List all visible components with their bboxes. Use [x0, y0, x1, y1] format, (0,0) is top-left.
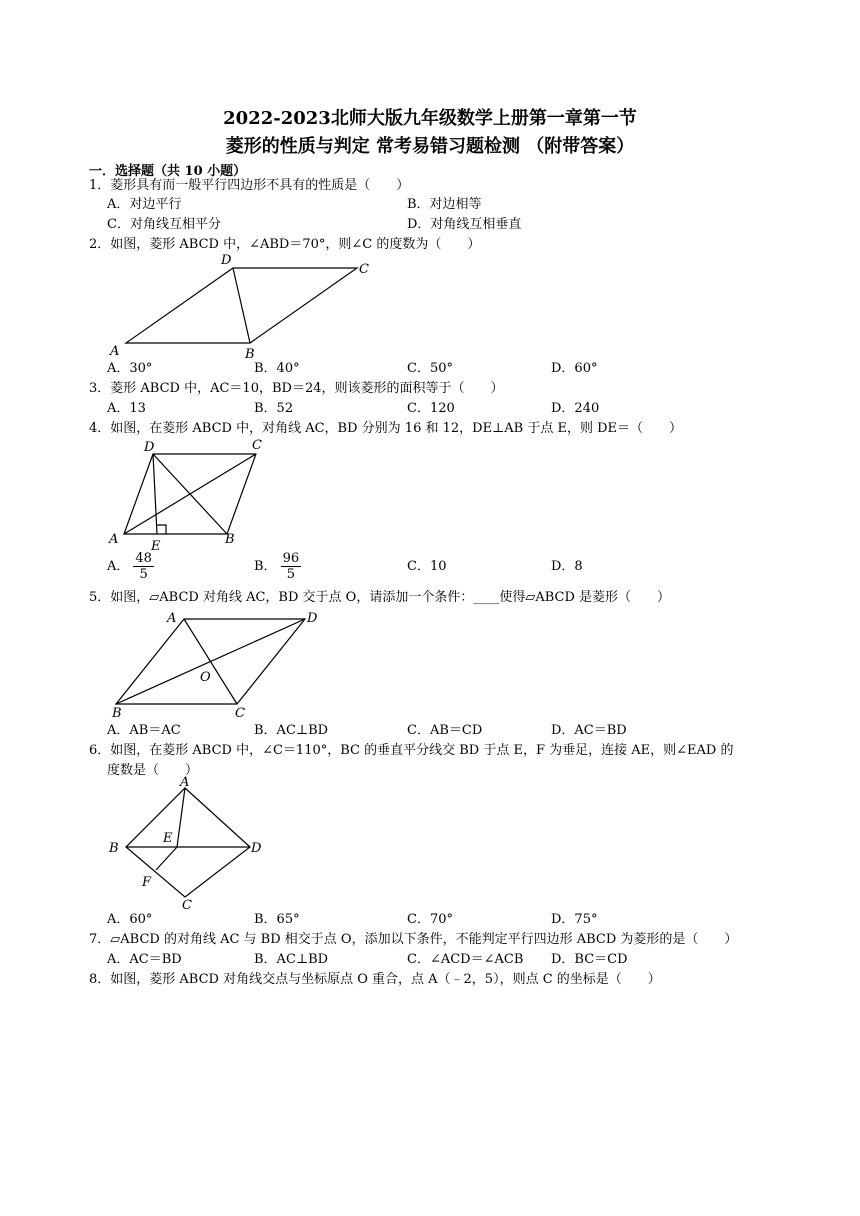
- section-heading: 一．选择题（共 10 小题）: [89, 164, 247, 179]
- q5-option-a[interactable]: A．AB＝AC: [107, 723, 181, 738]
- q4-label-b: B: [225, 532, 235, 547]
- q4-option-b-letter: B．: [254, 559, 277, 574]
- q4-option-a-letter: A．: [107, 559, 130, 574]
- q5-label-o: O: [200, 670, 211, 685]
- q3-option-a[interactable]: A．13: [107, 401, 146, 416]
- q4-option-a-denominator: 5: [139, 567, 148, 582]
- q2-option-c[interactable]: C．50°: [407, 361, 453, 376]
- q6-option-b[interactable]: B．65°: [254, 912, 300, 927]
- q4-option-a-fraction: [133, 551, 154, 582]
- q6-perpendicular-bisector-ef: [156, 847, 177, 870]
- q4-right-angle-mark: [157, 525, 166, 534]
- q6-label-b: B: [109, 841, 119, 856]
- q2-rhombus-figure: [100, 250, 380, 365]
- q5-label-b: B: [112, 706, 122, 721]
- q1-option-a[interactable]: A．对边平行: [107, 197, 182, 212]
- q6-option-a[interactable]: A．60°: [107, 912, 153, 927]
- q5-label-a: A: [167, 611, 177, 626]
- q5-option-b[interactable]: B．AC⊥BD: [254, 723, 329, 738]
- question-3-stem: 3．菱形 ABCD 中，AC＝10，BD＝24，则该菱形的面积等于（ ）: [89, 381, 504, 396]
- q1-option-d[interactable]: D．对角线互相垂直: [407, 217, 522, 232]
- q6-option-d[interactable]: D．75°: [551, 912, 598, 927]
- q4-rhombus-figure: [100, 437, 270, 555]
- q2-option-b[interactable]: B．40°: [254, 361, 300, 376]
- q4-option-c[interactable]: C．10: [407, 559, 447, 574]
- q3-option-c[interactable]: C．120: [407, 401, 455, 416]
- q7-option-b[interactable]: B．AC⊥BD: [254, 952, 329, 967]
- q4-option-b[interactable]: [254, 551, 301, 582]
- q4-label-a: A: [109, 532, 119, 547]
- q6-rhombus-figure: [100, 776, 270, 911]
- q2-diagonal-bd: [233, 268, 250, 343]
- q4-option-b-fraction: [281, 551, 302, 582]
- question-4-stem: 4．如图，在菱形 ABCD 中，对角线 AC，BD 分别为 16 和 12，DE⊥AB 于点 E，则 DE＝（ ）: [89, 421, 683, 436]
- q1-option-c[interactable]: C．对角线互相平分: [107, 217, 221, 232]
- q4-option-a-numerator: 48: [135, 551, 152, 566]
- q6-segment-ae: [177, 788, 185, 847]
- q4-option-a[interactable]: [107, 551, 154, 582]
- q6-label-a: A: [180, 775, 190, 790]
- q6-label-e: E: [163, 831, 173, 846]
- q5-label-d: D: [307, 611, 318, 626]
- question-5-stem: 5．如图，▱ABCD 对角线 AC，BD 交于点 O，请添加一个条件：____使得▱ABCD 是菱形（ ）: [89, 590, 671, 605]
- q2-option-a[interactable]: A．30°: [107, 361, 153, 376]
- q4-diagonal-bd: [153, 454, 227, 534]
- q2-option-d[interactable]: D．60°: [551, 361, 598, 376]
- q3-option-b[interactable]: B．52: [254, 401, 294, 416]
- q4-label-c: C: [252, 438, 262, 453]
- question-6-stem-continued: 度数是（ ）: [107, 763, 199, 778]
- q2-label-c: C: [359, 262, 369, 277]
- q5-option-c[interactable]: C．AB＝CD: [407, 723, 483, 738]
- question-8-stem: 8．如图，菱形 ABCD 对角线交点与坐标原点 O 重合，点 A（﹣2，5），则点 C 的坐标是（ ）: [89, 972, 661, 987]
- q6-option-c[interactable]: C．70°: [407, 912, 453, 927]
- q7-option-a[interactable]: A．AC＝BD: [107, 952, 182, 967]
- title-line-1: 2022-2023北师大版九年级数学上册第一章第一节: [223, 108, 637, 129]
- q1-option-b[interactable]: B．对边相等: [407, 197, 482, 212]
- q2-label-d: D: [221, 253, 232, 268]
- q4-label-d: D: [144, 440, 155, 455]
- q3-option-d[interactable]: D．240: [551, 401, 600, 416]
- question-2-stem: 2．如图，菱形 ABCD 中，∠ABD＝70°，则∠C 的度数为（ ）: [89, 237, 481, 252]
- q6-label-f: F: [142, 875, 152, 890]
- q4-option-b-denominator: 5: [286, 567, 295, 582]
- q5-diagonal-bd: [116, 619, 305, 704]
- q4-altitude-de: [153, 454, 157, 534]
- q4-label-e: E: [151, 539, 161, 554]
- question-7-stem: 7．▱ABCD 的对角线 AC 与 BD 相交于点 O，添加以下条件，不能判定平行四边形 ABCD 为菱形的是（ ）: [89, 932, 738, 947]
- q7-option-c[interactable]: C．∠ACD＝∠ACB: [407, 952, 524, 967]
- q6-label-d: D: [251, 841, 262, 856]
- q4-option-b-numerator: 96: [282, 551, 300, 566]
- q5-label-c: C: [235, 706, 245, 721]
- title-line-2: 菱形的性质与判定 常考易错习题检测 （附带答案）: [225, 136, 635, 157]
- q5-option-d[interactable]: D．AC＝BD: [551, 723, 627, 738]
- q4-option-d[interactable]: D．8: [551, 559, 583, 574]
- q6-label-c: C: [182, 898, 192, 913]
- q7-option-d[interactable]: D．BC＝CD: [551, 952, 628, 967]
- q2-label-a: A: [110, 344, 120, 359]
- question-6-stem: 6．如图，在菱形 ABCD 中，∠C＝110°，BC 的垂直平分线交 BD 于点 E，F 为垂足，连接 AE，则∠EAD 的: [89, 743, 734, 758]
- q2-label-b: B: [245, 347, 255, 362]
- q5-parallelogram-figure: [100, 605, 330, 723]
- question-1-stem: 1．菱形具有而一般平行四边形不具有的性质是（ ）: [89, 178, 410, 193]
